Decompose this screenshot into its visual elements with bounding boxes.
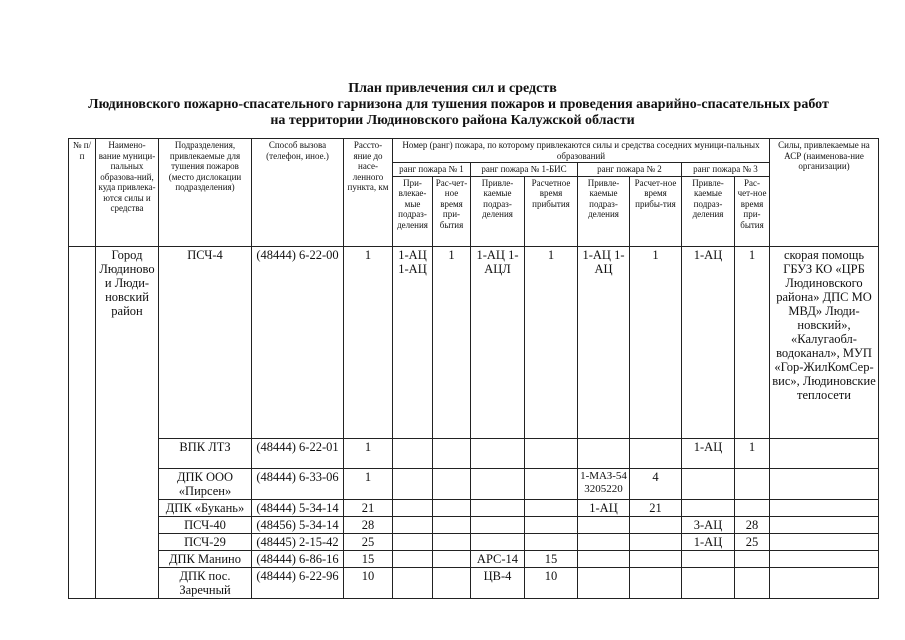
municipality-cell: Город Людиново и Люди-новский район [96,246,159,598]
rank3-time-cell [735,499,770,516]
rank3-time-cell [735,468,770,499]
rank3-units-cell: 1-АЦ [682,438,735,468]
header-sub-time: Рас-чет-ное время при-бытия [433,176,471,246]
rank3-time-cell: 28 [735,516,770,533]
phone-cell: (48444) 6-22-00 [252,246,344,438]
rank1bis-time-cell [525,468,578,499]
rank3-time-cell: 25 [735,533,770,550]
unit-cell: ДПК пос. Заречный [159,567,252,598]
forces-cell [770,438,879,468]
rank3-units-cell [682,468,735,499]
rank2-time-cell: 21 [630,499,682,516]
rank2-time-cell: 4 [630,468,682,499]
rank2-units-cell: 1-МАЗ-543205220 [578,468,630,499]
forces-cell [770,468,879,499]
distance-cell: 21 [344,499,393,516]
header-distance: Рассто-яние до насе-ленного пункта, км [344,139,393,247]
phone-cell: (48444) 6-22-01 [252,438,344,468]
header-forces: Силы, привлекаемые на АСР (наименова-ние организации) [770,139,879,247]
row-number-cell [69,246,96,598]
forces-cell [770,550,879,567]
rank3-units-cell [682,550,735,567]
rank2-time-cell [630,438,682,468]
rank2-units-cell [578,550,630,567]
distance-cell: 1 [344,468,393,499]
distance-cell: 15 [344,550,393,567]
document-subtitle-2: на территории Людиновского района Калужской области [270,113,635,128]
rank1bis-units-cell [471,468,525,499]
unit-cell: ПСЧ-4 [159,246,252,438]
table-row [69,516,879,533]
unit-cell: ПСЧ-40 [159,516,252,533]
rank2-time-cell [630,550,682,567]
header-sub-units: Привле-каемые подраз-деления [471,176,525,246]
resource-plan-table [68,138,879,599]
header-rank-group: Номер (ранг) пожара, по которому привлекаются силы и средства соседних муници-пальных образований [393,139,770,163]
rank1-units-cell [393,516,433,533]
header-sub-time: Расчет-ное время прибы-тия [630,176,682,246]
rank1-time-cell [433,499,471,516]
rank3-units-cell: 1-АЦ [682,533,735,550]
rank1-time-cell [433,550,471,567]
table-row [69,550,879,567]
table-row [69,533,879,550]
rank2-units-cell: 1-АЦ [578,499,630,516]
rank1-time-cell [433,567,471,598]
unit-cell: ДПК ООО «Пирсен» [159,468,252,499]
rank2-units-cell [578,567,630,598]
rank1bis-time-cell: 1 [525,246,578,438]
rank1-units-cell [393,438,433,468]
rank1-units-cell [393,533,433,550]
header-sub-units: При-влекае-мые подраз-деления [393,176,433,246]
document-title: План привлечения сил и средств [348,81,557,96]
rank1bis-units-cell [471,499,525,516]
table-row [69,567,879,598]
rank2-time-cell: 1 [630,246,682,438]
table-row [69,438,879,468]
header-rank-3: ранг пожара № 3 [682,163,770,177]
forces-cell: скорая помощь ГБУЗ КО «ЦРБ Людиновского района» ДПС МО МВД» Люди-новский», «Калугаобл-водоканал», МУП «Гор-ЖилКомСер-вис», Людиновские теплосети [770,246,879,438]
rank1bis-time-cell: 10 [525,567,578,598]
rank1-time-cell [433,438,471,468]
distance-cell: 1 [344,438,393,468]
unit-cell: ПСЧ-29 [159,533,252,550]
rank1-time-cell: 1 [433,246,471,438]
distance-cell: 25 [344,533,393,550]
table-row [69,499,879,516]
phone-cell: (48444) 6-86-16 [252,550,344,567]
rank1-units-cell [393,567,433,598]
phone-cell: (48456) 5-34-14 [252,516,344,533]
header-rank-1bis: ранг пожара № 1-БИС [471,163,578,177]
rank3-time-cell: 1 [735,246,770,438]
phone-cell: (48444) 5-34-14 [252,499,344,516]
header-sub-units: Привле-каемые подраз-деления [578,176,630,246]
rank3-time-cell [735,567,770,598]
rank1bis-units-cell: 1-АЦ 1-АЦЛ [471,246,525,438]
rank3-units-cell: 3-АЦ [682,516,735,533]
rank1bis-time-cell [525,533,578,550]
rank1bis-units-cell [471,516,525,533]
header-num: № п/п [69,139,96,247]
rank1-units-cell [393,499,433,516]
rank2-time-cell [630,533,682,550]
forces-cell [770,567,879,598]
rank1-time-cell [433,533,471,550]
rank1bis-units-cell: ЦВ-4 [471,567,525,598]
phone-cell: (48444) 6-22-96 [252,567,344,598]
unit-cell: ДПК Манино [159,550,252,567]
rank2-units-cell: 1-АЦ 1-АЦ [578,246,630,438]
rank3-units-cell [682,499,735,516]
rank2-units-cell [578,438,630,468]
header-rank-2: ранг пожара № 2 [578,163,682,177]
header-sub-time: Расчетное время прибытия [525,176,578,246]
rank3-time-cell [735,550,770,567]
rank1-time-cell [433,468,471,499]
rank1bis-time-cell [525,438,578,468]
unit-cell: ДПК «Букань» [159,499,252,516]
header-municipality: Наимено-вание муници-пальных образова-ний, куда привлека-ются силы и средства [96,139,159,247]
header-sub-time: Рас-чет-ное время при-бытия [735,176,770,246]
rank1-units-cell: 1-АЦ 1-АЦ [393,246,433,438]
forces-cell [770,499,879,516]
rank1bis-units-cell: АРС-14 [471,550,525,567]
rank2-units-cell [578,533,630,550]
rank1-time-cell [433,516,471,533]
rank1bis-units-cell [471,533,525,550]
rank2-units-cell [578,516,630,533]
header-row-1 [69,139,879,163]
forces-cell [770,516,879,533]
rank1bis-time-cell [525,516,578,533]
rank1bis-time-cell: 15 [525,550,578,567]
rank1bis-units-cell [471,438,525,468]
unit-cell: ВПК ЛТЗ [159,438,252,468]
phone-cell: (48444) 6-33-06 [252,468,344,499]
distance-cell: 10 [344,567,393,598]
document-subtitle: Людиновского пожарно-спасательного гарнизона для тушения пожаров и проведения аварийно-спасательных работ [88,97,829,112]
rank2-time-cell [630,516,682,533]
rank3-units-cell [682,567,735,598]
rank1-units-cell [393,468,433,499]
distance-cell: 28 [344,516,393,533]
header-call-method: Способ вызова (телефон, иное.) [252,139,344,247]
distance-cell: 1 [344,246,393,438]
rank1-units-cell [393,550,433,567]
rank2-time-cell [630,567,682,598]
rank3-time-cell: 1 [735,438,770,468]
table-row [69,468,879,499]
phone-cell: (48445) 2-15-42 [252,533,344,550]
rank1bis-time-cell [525,499,578,516]
header-rank-1: ранг пожара № 1 [393,163,471,177]
header-units: Подразделения, привлекаемые для тушения пожаров (место дислокации подразделения) [159,139,252,247]
header-sub-units: Привле-каемые подраз-деления [682,176,735,246]
table-row [69,246,879,438]
rank3-units-cell: 1-АЦ [682,246,735,438]
forces-cell [770,533,879,550]
